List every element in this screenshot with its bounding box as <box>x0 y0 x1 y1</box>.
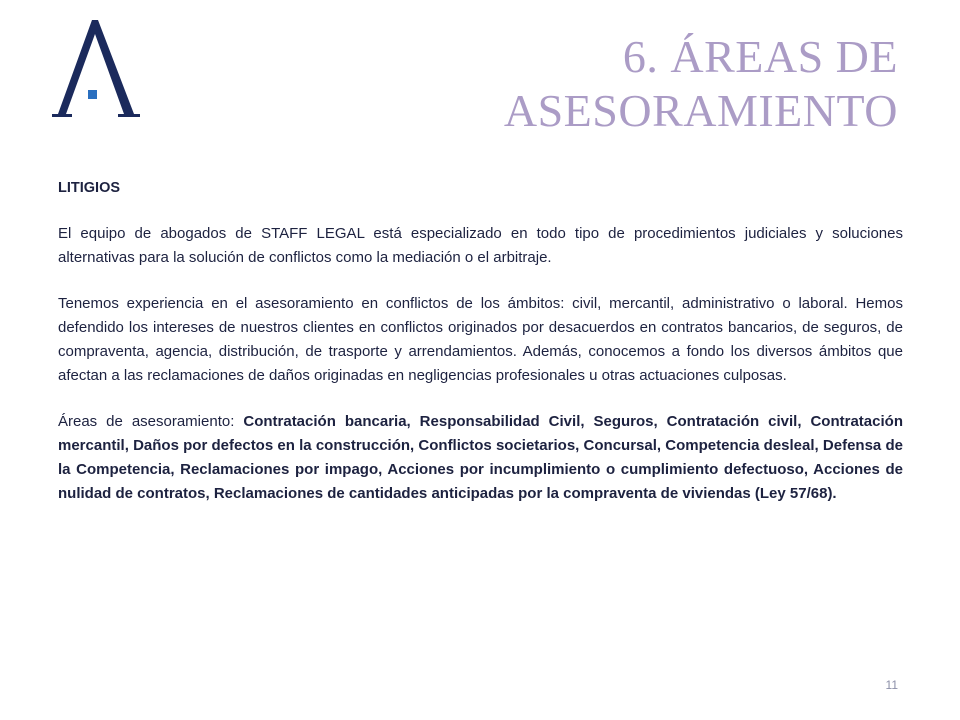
firm-logo <box>50 18 142 118</box>
paragraph-areas <box>58 410 903 506</box>
section-heading: LITIGIOS <box>58 180 121 196</box>
main-content <box>58 176 903 528</box>
areas-label: Áreas de asesoramiento: <box>58 413 244 430</box>
areas-list: Contratación bancaria, Responsabilidad Civil, Seguros, Contratación civil, Contratación mercantil, Daños por defectos en la construcción, Conflictos societarios, Concursal, Competencia desleal, Defensa de la Competencia, Reclamaciones por impago, Acciones por incumplimiento o cumplimiento defectuoso, Acciones de nulidad de contratos, Reclamaciones de cantidades anticipadas por la compraventa de viviendas (Ley 57/68). <box>58 413 903 502</box>
paragraph-experience: Tenemos experiencia en el asesoramiento en conflictos de los ámbitos: civil, mercantil, administrativo o laboral. Hemos defendido los intereses de nuestros clientes en conflictos originados por desacuerdos en contratos bancarios, de seguros, de compraventa, agencia, distribución, de trasporte y arrendamientos. Además, conocemos a fondo los diversos ámbitos que afectan a las reclamaciones de daños originadas en negligencias profesionales u otras actuaciones culposas. <box>58 295 903 384</box>
page-title: 6. ÁREAS DE ASESORAMIENTO <box>503 31 898 136</box>
logo-letter-a <box>52 20 140 117</box>
page-number: 11 <box>885 678 898 692</box>
logo-accent-square <box>88 90 97 99</box>
paragraph-intro: El equipo de abogados de STAFF LEGAL está especializado en todo tipo de procedimientos judiciales y soluciones alternativas para la solución de conflictos como la mediación o el arbitraje. <box>58 225 903 266</box>
